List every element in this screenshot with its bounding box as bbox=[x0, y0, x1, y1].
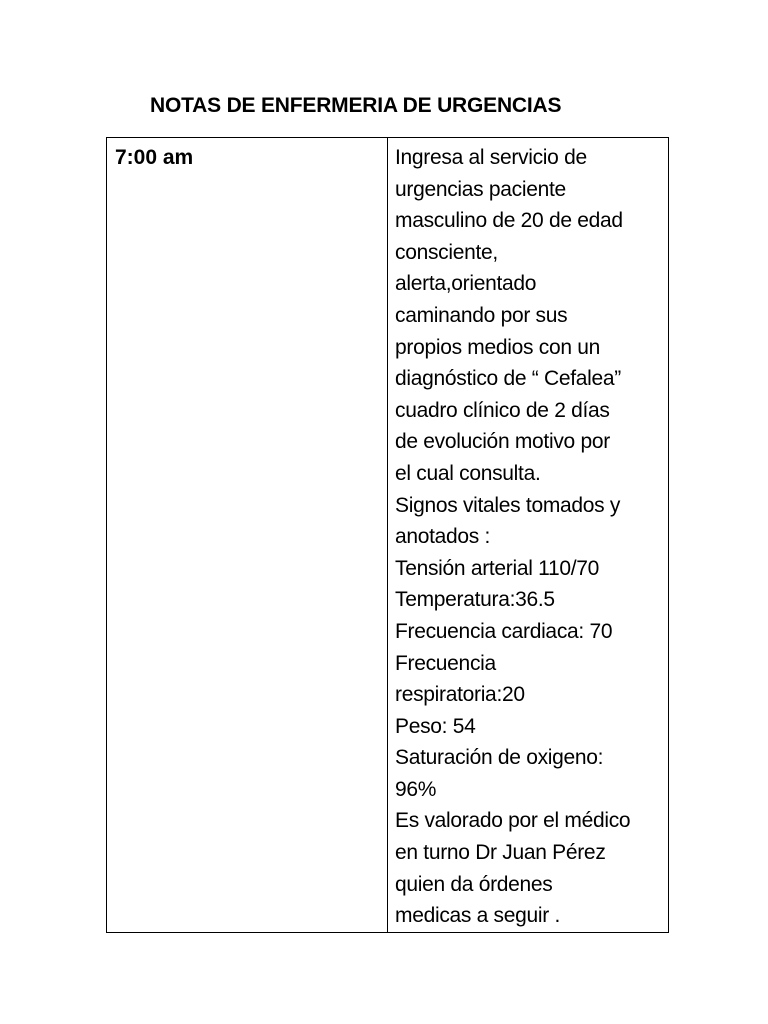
note-line: Es valorado por el médico bbox=[395, 809, 631, 833]
note-line: de evolución motivo por bbox=[395, 430, 610, 454]
note-line: diagnóstico de “ Cefalea” bbox=[395, 367, 621, 391]
note-line: Temperatura:36.5 bbox=[395, 588, 555, 612]
time-cell bbox=[107, 138, 388, 933]
note-line: urgencias paciente bbox=[395, 177, 566, 201]
note-line: respiratoria:20 bbox=[395, 683, 525, 707]
note-line: Saturación de oxigeno: bbox=[395, 746, 604, 770]
note-line: Ingresa al servicio de bbox=[395, 146, 587, 169]
note-line: alerta,orientado bbox=[395, 272, 537, 296]
table-row bbox=[107, 138, 669, 933]
note-line: propios medios con un bbox=[395, 335, 600, 359]
nursing-notes-table bbox=[106, 137, 669, 933]
note-line: masculino de 20 de edad bbox=[395, 209, 623, 233]
note-line: medicas a seguir . bbox=[395, 904, 561, 928]
entry-note bbox=[388, 138, 668, 932]
note-cell bbox=[388, 138, 669, 933]
note-line: Frecuencia bbox=[395, 651, 496, 675]
note-line: Tensión arterial 110/70 bbox=[395, 556, 600, 580]
note-line: en turno Dr Juan Pérez bbox=[395, 841, 606, 865]
note-line: Peso: 54 bbox=[395, 714, 476, 738]
note-line: Frecuencia cardiaca: 70 bbox=[395, 619, 613, 643]
note-line: el cual consulta. bbox=[395, 461, 541, 485]
note-line: Signos vitales tomados y bbox=[395, 493, 621, 517]
note-line: anotados : bbox=[395, 525, 491, 549]
note-line: 96% bbox=[395, 777, 437, 801]
entry-time: 7:00 am bbox=[115, 146, 194, 169]
note-line: quien da órdenes bbox=[395, 872, 553, 896]
page-title: NOTAS DE ENFERMERIA DE URGENCIAS bbox=[150, 94, 562, 117]
note-line: caminando por sus bbox=[395, 303, 568, 327]
note-line: cuadro clínico de 2 días bbox=[395, 398, 610, 422]
note-line: consciente, bbox=[395, 240, 498, 264]
